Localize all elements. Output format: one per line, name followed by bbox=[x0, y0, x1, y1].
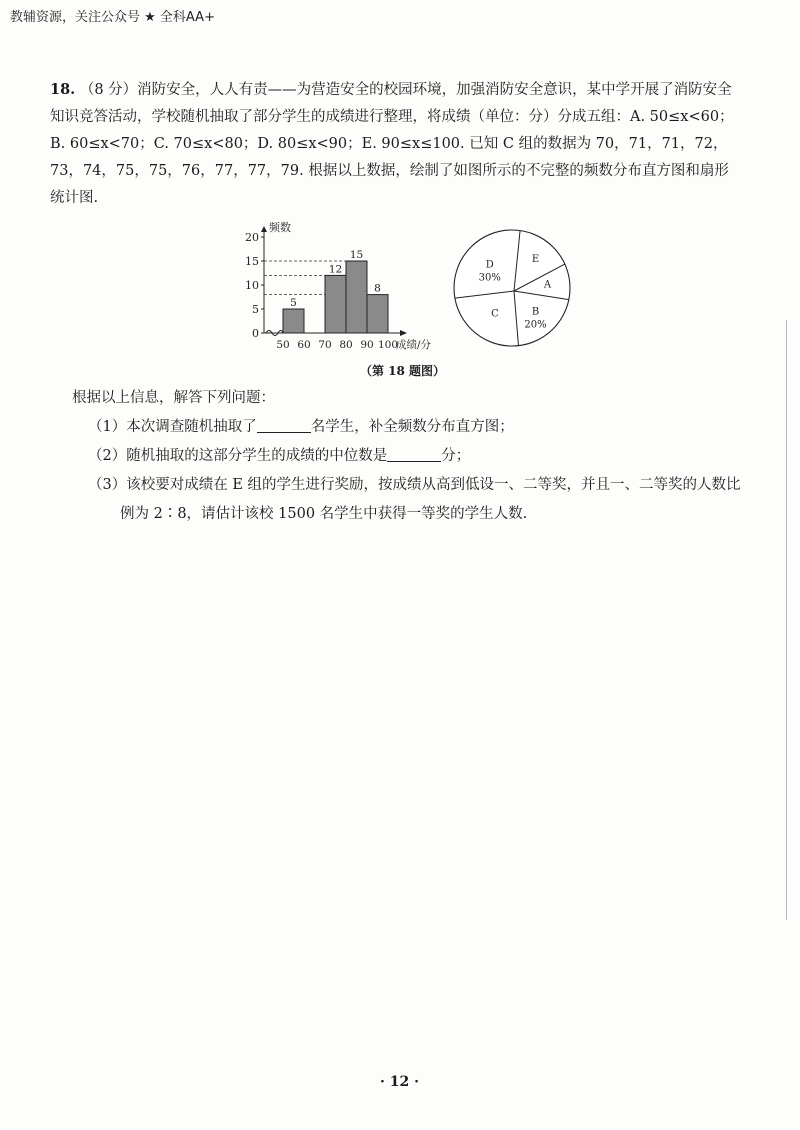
question-2 bbox=[88, 442, 748, 471]
pie-chart bbox=[454, 230, 570, 346]
histogram-bar bbox=[367, 295, 388, 333]
answer-blank-1[interactable] bbox=[257, 416, 311, 433]
y-tick-label: 0 bbox=[252, 327, 259, 340]
pie-slice-label: E bbox=[531, 254, 540, 266]
x-tick-label: 80 bbox=[339, 339, 353, 351]
x-axis-label: 成绩/分 bbox=[396, 339, 432, 351]
figures bbox=[230, 205, 590, 380]
question-2-text-b: 分； bbox=[441, 448, 471, 464]
pie-outline bbox=[454, 230, 570, 346]
x-tick-label: 100 bbox=[377, 339, 399, 351]
y-axis-arrow bbox=[261, 226, 267, 232]
bar-value-label: 8 bbox=[374, 282, 381, 295]
pie-slice-label: D bbox=[485, 259, 494, 271]
problem-number: 18. bbox=[50, 81, 76, 98]
y-tick-label: 5 bbox=[252, 303, 259, 316]
question-1 bbox=[88, 413, 748, 442]
histogram-bar bbox=[325, 275, 346, 333]
questions bbox=[72, 384, 748, 529]
question-3-line-1: （3）该校要对成绩在 E 组的学生进行奖励，按成绩从高到低设一、二等奖，并且一、二等奖的人数比 bbox=[88, 477, 741, 493]
x-tick-label: 70 bbox=[318, 339, 332, 351]
y-tick-label: 15 bbox=[245, 255, 259, 268]
questions-intro: 根据以上信息，解答下列问题： bbox=[72, 390, 275, 406]
page-header: 教辅资源，关注公众号 ★ 全科AA+ bbox=[10, 10, 215, 25]
x-tick-label: 90 bbox=[360, 339, 374, 351]
problem-text: （8 分）消防安全，人人有责——为营造安全的校园环境，加强消防安全意识，某中学开展了消防安全知识竞答活动，学校随机抽取了部分学生的成绩进行整理，将成绩（单位：分）分成五组：A. 50≤x<60；B. 60≤x<70；C. 70≤x<80；D. 80≤x<90；E. 90≤x≤100. 已知 C 组的数据为 70，71，71，72，73，74，75，75，76，77，77，79. 根据以上数据，绘制了如图所示的不完整的频数分布直方图和扇形统计图. bbox=[50, 82, 734, 206]
question-1-text-a: （1）本次调查随机抽取了 bbox=[88, 419, 257, 435]
page-number: · 12 · bbox=[380, 1074, 419, 1090]
x-tick-label: 50 bbox=[276, 339, 290, 351]
answer-blank-2[interactable] bbox=[387, 445, 441, 462]
histogram bbox=[245, 220, 432, 351]
bar-value-label: 12 bbox=[328, 263, 343, 276]
pie-slice-label: B bbox=[531, 306, 540, 318]
pie-slice-label: A bbox=[543, 279, 552, 291]
pie-percent-label: 20% bbox=[524, 319, 547, 331]
x-tick-label: 60 bbox=[297, 339, 311, 351]
question-3-line-2: 例为 2∶8，请估计该校 1500 名学生中获得一等奖的学生人数. bbox=[120, 506, 528, 522]
histogram-bar bbox=[346, 261, 367, 333]
pie-slice-label: C bbox=[491, 308, 499, 320]
figure-svg bbox=[230, 205, 590, 380]
figure-caption: （第 18 题图） bbox=[360, 364, 446, 378]
scan-edge-line bbox=[786, 320, 787, 920]
y-tick-label: 10 bbox=[245, 279, 259, 292]
y-axis-label: 频数 bbox=[269, 221, 291, 234]
bar-value-label: 15 bbox=[349, 249, 364, 261]
histogram-bar bbox=[283, 309, 304, 333]
bar-value-label: 5 bbox=[290, 297, 297, 309]
question-1-text-b: 名学生，补全频数分布直方图； bbox=[310, 419, 514, 435]
y-tick-label: 20 bbox=[245, 231, 259, 244]
question-2-text-a: （2）随机抽取的这部分学生的成绩的中位数是 bbox=[88, 448, 388, 464]
x-axis-arrow bbox=[400, 330, 407, 336]
problem-statement bbox=[50, 76, 740, 212]
pie-percent-label: 30% bbox=[478, 272, 501, 284]
